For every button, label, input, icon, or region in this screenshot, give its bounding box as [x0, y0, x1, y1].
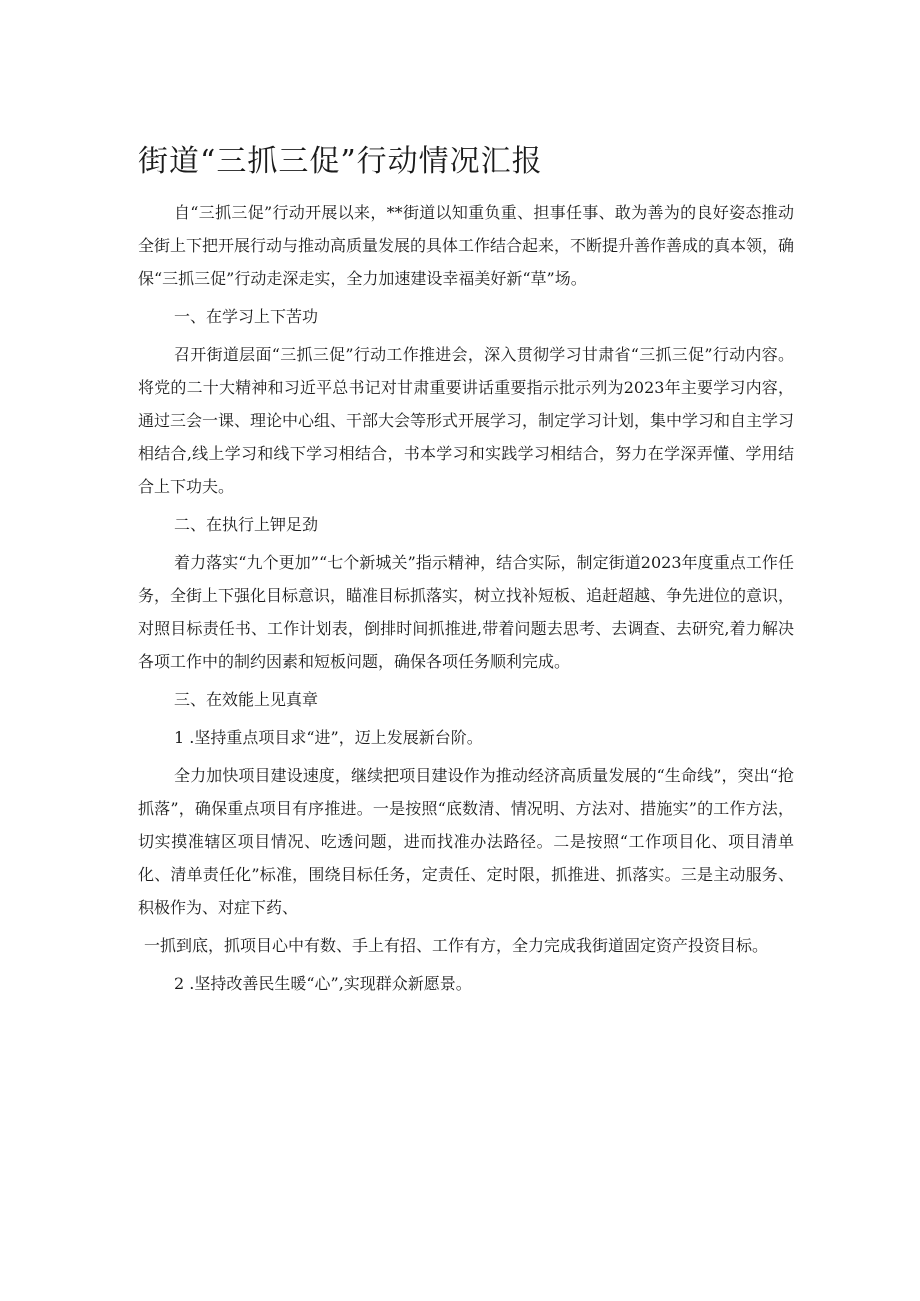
- intro-paragraph: 自“三抓三促”行动开展以来，**街道以知重负重、担事任事、敢为善为的良好姿态推动全街上下把开展行动与推动高质量发展的具体工作结合起来，不断提升善作善成的真本领，确保“三抓三促”行动走深走实，全力加速建设幸福美好新“草”场。: [138, 203, 795, 288]
- section-heading-1: 一、在学习上下苦功: [174, 307, 319, 326]
- subsection-heading-2: 2 .坚持改善民生暖“心”,实现群众新愿景。: [174, 974, 472, 993]
- section-2-paragraph: 着力落实“九个更加”“七个新城关”指示精神，结合实际，制定街道2023年度重点工作任务，全街上下强化目标意识，瞄准目标抓落实，树立找补短板、追赶超越、争先进位的意识，对照目标责任书、工作计划表，倒排时间抓推进,带着问题去思考、去调查、去研究,着力解决各项工作中的制约因素和短板问题，确保各项任务顺利完成。: [138, 553, 795, 671]
- subsection-1-paragraph: 全力加快项目建设速度，继续把项目建设作为推动经济高质量发展的“生命线”，突出“抢抓落”，确保重点项目有序推进。一是按照“底数清、情况明、方法对、措施实”的工作方法，切实摸准辖区项目情况、吃透问题，进而找准办法路径。二是按照“工作项目化、项目清单化、清单责任化”标准，围绕目标任务，定责任、定时限，抓推进、抓落实。三是主动服务、积极作为、对症下药、: [138, 766, 794, 917]
- section-1-paragraph: 召开街道层面“三抓三促”行动工作推进会，深入贯彻学习甘肃省“三抓三促”行动内容。将党的二十大精神和习近平总书记对甘肃重要讲话重要指示批示列为2023年主要学习内容，通过三会一课、理论中心组、干部大会等形式开展学习，制定学习计划，集中学习和自主学习相结合,线上学习和线下学习相结合，书本学习和实践学习相结合，努力在学深弄懂、学用结合上下功夫。: [138, 345, 795, 496]
- subsection-1-continuation: 一抓到底，抓项目心中有数、手上有招、工作有方，全力完成我街道固定资产投资目标。: [144, 936, 769, 955]
- subsection-heading-1: 1 .坚持重点项目求“进”，迈上发展新台阶。: [174, 728, 483, 747]
- document-body: [138, 196, 794, 1000]
- document-title: 街道“三抓三促”行动情况汇报: [138, 144, 543, 179]
- section-heading-3: 三、在效能上见真章: [174, 690, 319, 709]
- section-heading-2: 二、在执行上钾足劲: [174, 515, 319, 534]
